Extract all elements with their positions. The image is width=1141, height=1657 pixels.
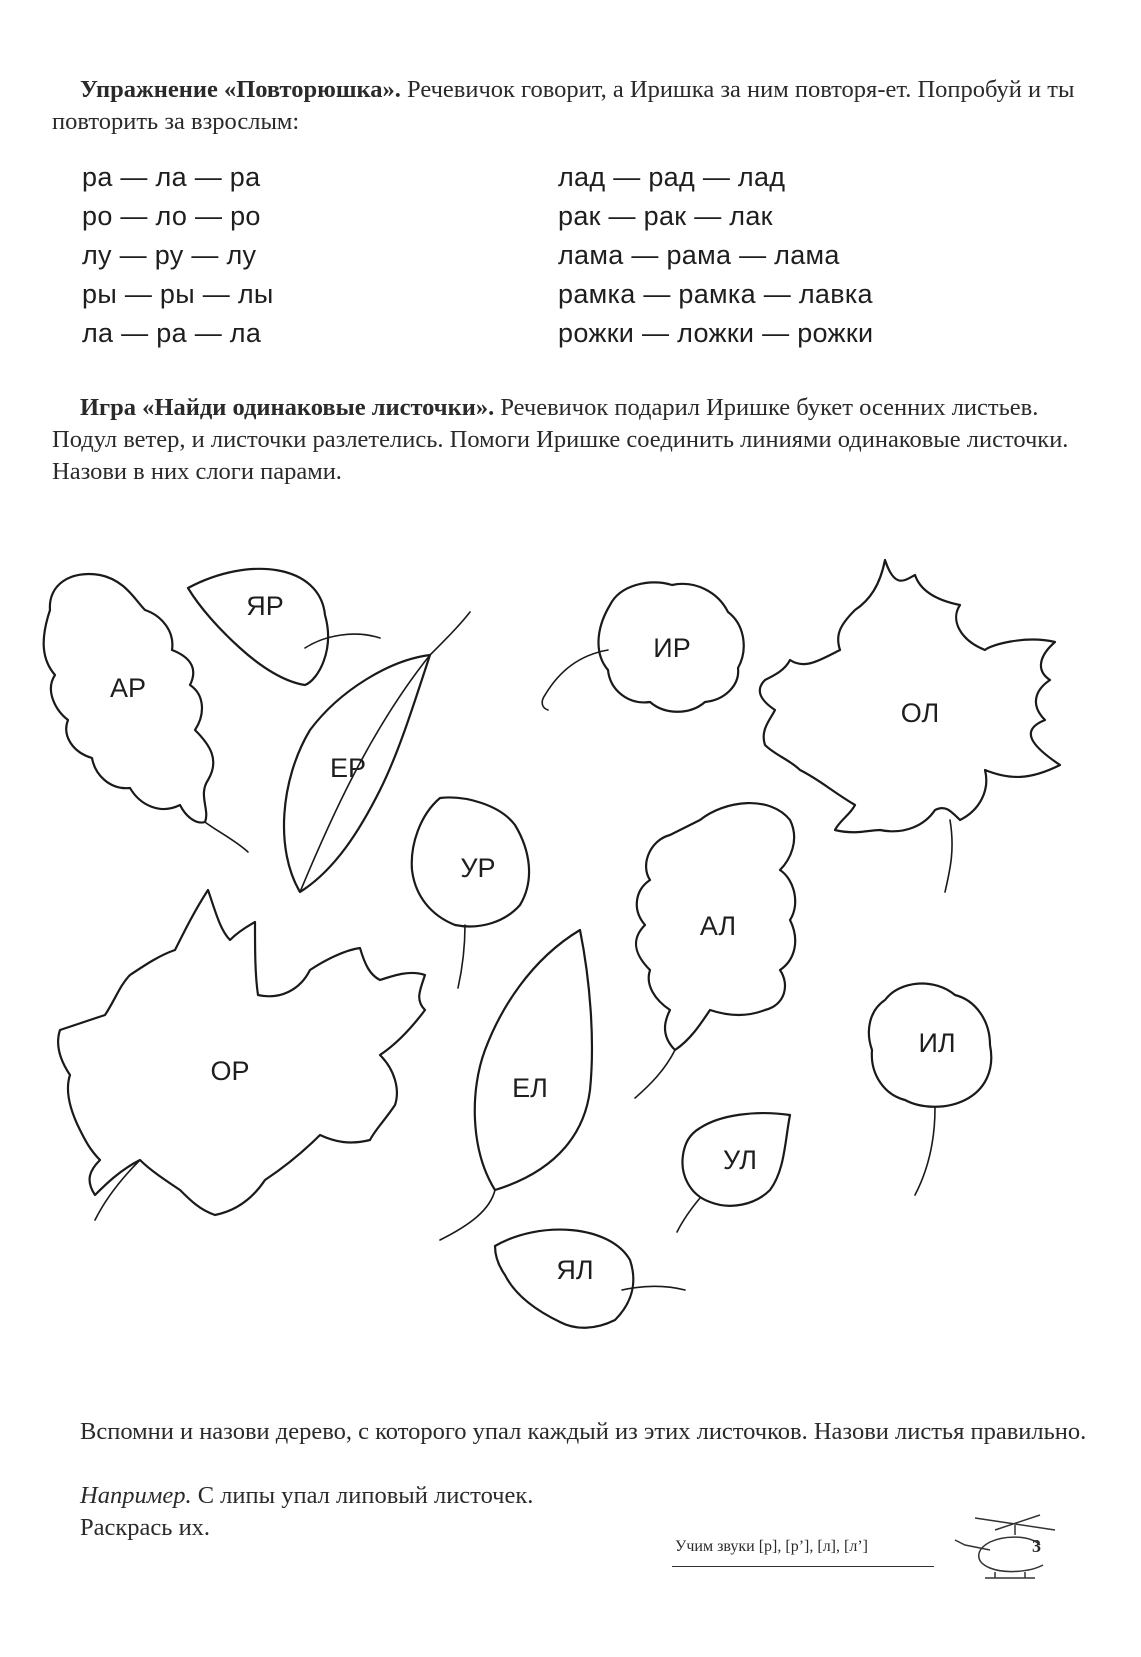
helicopter-icon (945, 1510, 1065, 1580)
leaf-label: ЕР (329, 753, 367, 784)
leaf-label: УЛ (723, 1145, 757, 1176)
example-label: Например. (80, 1482, 192, 1509)
color-instruction (52, 1512, 1092, 1544)
page-number: 3 (1032, 1536, 1041, 1556)
exercise-repeat-title: Упражнение «Повторюшка». (80, 76, 401, 103)
leaf-round-il[interactable] (869, 984, 991, 1195)
leaf-maple-or[interactable] (58, 890, 425, 1220)
leaf-linden-yar[interactable] (188, 569, 380, 685)
syllable-drill-row: лу — ру — лу (82, 240, 257, 270)
word-drill-row: рожки — ложки — рожки (558, 318, 874, 348)
leaf-birch-ul[interactable] (677, 1113, 790, 1232)
closing-text: Вспомни и назови дерево, с которого упал каждый из этих листочков. Назови листья правильно. (80, 1418, 1087, 1445)
leaf-maple-ol[interactable] (760, 560, 1060, 892)
word-drill-row: рак — рак — лак (558, 201, 773, 231)
leaf-oak-al[interactable] (635, 803, 795, 1098)
leaf-serrated-el[interactable] (440, 930, 592, 1240)
leaf-label: ОР (210, 1056, 250, 1087)
leaf-label: АЛ (699, 911, 737, 942)
footer-caption: Учим звуки [р], [р’], [л], [л’] (675, 1538, 868, 1555)
leaf-round-ir[interactable] (542, 582, 744, 711)
syllable-drill-row: ры — ры — лы (82, 279, 274, 309)
leaf-label: ИЛ (918, 1028, 956, 1059)
syllable-drill-row: ро — ло — ро (82, 201, 261, 231)
leaf-birch-ur[interactable] (412, 797, 529, 988)
footer-divider (672, 1566, 934, 1567)
game-paragraph (52, 392, 1092, 488)
leaf-label: АР (109, 673, 147, 704)
leaf-label: ЯЛ (556, 1255, 594, 1286)
leaf-label: ОЛ (900, 698, 940, 729)
syllable-drill-row: ра — ла — ра (82, 162, 261, 192)
example-line (52, 1480, 1092, 1512)
word-drill-row: рамка — рамка — лавка (558, 279, 873, 309)
leaf-label: ЯР (246, 591, 284, 622)
leaf-label: УР (460, 853, 496, 884)
leaf-label: ЕЛ (512, 1073, 548, 1104)
syllable-drill-list (82, 158, 274, 353)
leaf-label: ИР (653, 633, 691, 664)
example-text: С липы упал липовый листочек. (191, 1482, 534, 1509)
word-drill-row: лама — рама — лама (558, 240, 840, 270)
color-instruction-text: Раскрась их. (80, 1514, 211, 1541)
syllable-drill-row: ла — ра — ла (82, 318, 262, 348)
leaf-linden-yal[interactable] (495, 1230, 685, 1328)
closing-paragraph (52, 1416, 1092, 1448)
game-title: Игра «Найди одинаковые листочки». (80, 394, 495, 421)
game-text: Речевичок подарил Иришке букет осенних листьев. Подул ветер, и листочки разлетелись. Помоги Иришке соединить линиями одинаковые листочки. Назови в них слоги парами. (52, 394, 1069, 485)
word-drill-row: лад — рад — лад (558, 162, 786, 192)
exercise-repeat-paragraph (52, 74, 1092, 138)
leaves-illustration (0, 530, 1141, 1390)
word-drill-list (558, 158, 873, 353)
exercise-repeat-text: Речевичок говорит, а Иришка за ним повторя-ет. Попробуй и ты повторить за взрослым: (52, 76, 1075, 135)
